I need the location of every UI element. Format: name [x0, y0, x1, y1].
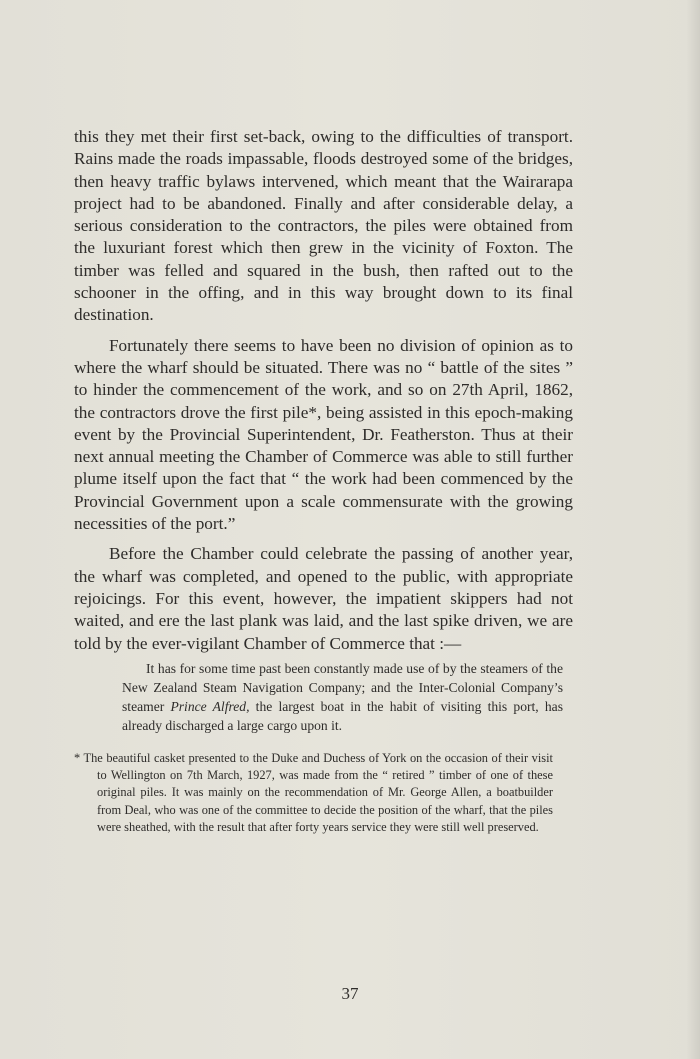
quote-ship-name: Prince Alfred, — [170, 699, 250, 715]
footnote: * The beautiful casket presented to the Duke and Duchess of York on the occasion of their visit to Wellington on 7th March, 1927, was made from the “ retired ” timber of one of these original piles. It was mainly on the recommendation of Mr. George Allen, a boatbuilder from Deal, who was one of the committee to decide the position of the wharf, that the piles were sheathed, with the result that after forty years service they were still well preserved. — [74, 750, 553, 835]
paragraph-3: Before the Chamber could celebrate the passing of another year, the wharf was completed, and opened to the public, with appropriate rejoicings. For this event, however, the impatient skippers had not waited, and ere the last plank was laid, and the last spike driven, we are told by the ever-vigilant Chamber of Commerce that :— — [74, 544, 573, 653]
paragraph-1: this they met their first set-back, owing to the difficulties of transport. Rains made the roads impassable, floods destroyed some of the bridges, then heavy traffic bylaws intervened, which meant that the Wairarapa project had to be abandoned. Finally and after considerable delay, a serious consideration to the contractors, the piles were obtained from the luxuriant forest which then grew in the vicinity of Foxton. The timber was felled and squared in the bush, then rafted out to the schooner in the offing, and in this way brought down to its final destination. — [74, 127, 573, 325]
quote-text-before: It has for some time past been constantly made use of by the steamers of the New Zealand Steam Navigation Company; and the Inter-Colonial Company’s steamer — [122, 660, 563, 715]
page-edge-shadow — [686, 0, 700, 1059]
block-quote — [74, 659, 573, 736]
paragraph-2: Fortunately there seems to have been no division of opinion as to where the wharf should be situated. There was no “ battle of the sites ” to hinder the commencement of the work, and so on 27th April, 1862, the contractors drove the first pile*, being assisted in this epoch-making event by the Provincial Superintendent, Dr. Featherston. Thus at their next annual meeting the Chamber of Commerce was able to still further plume itself upon the fact that “ the work had been commenced by the Provincial Government upon a scale commensurate with the growing necessities of the port.” — [74, 335, 573, 534]
body-text — [74, 126, 573, 837]
page-number: 37 — [341, 984, 359, 1003]
quote-text-after: the largest boat in the habit of visiting this port, has already discharged a large cargo upon it. — [122, 699, 563, 734]
